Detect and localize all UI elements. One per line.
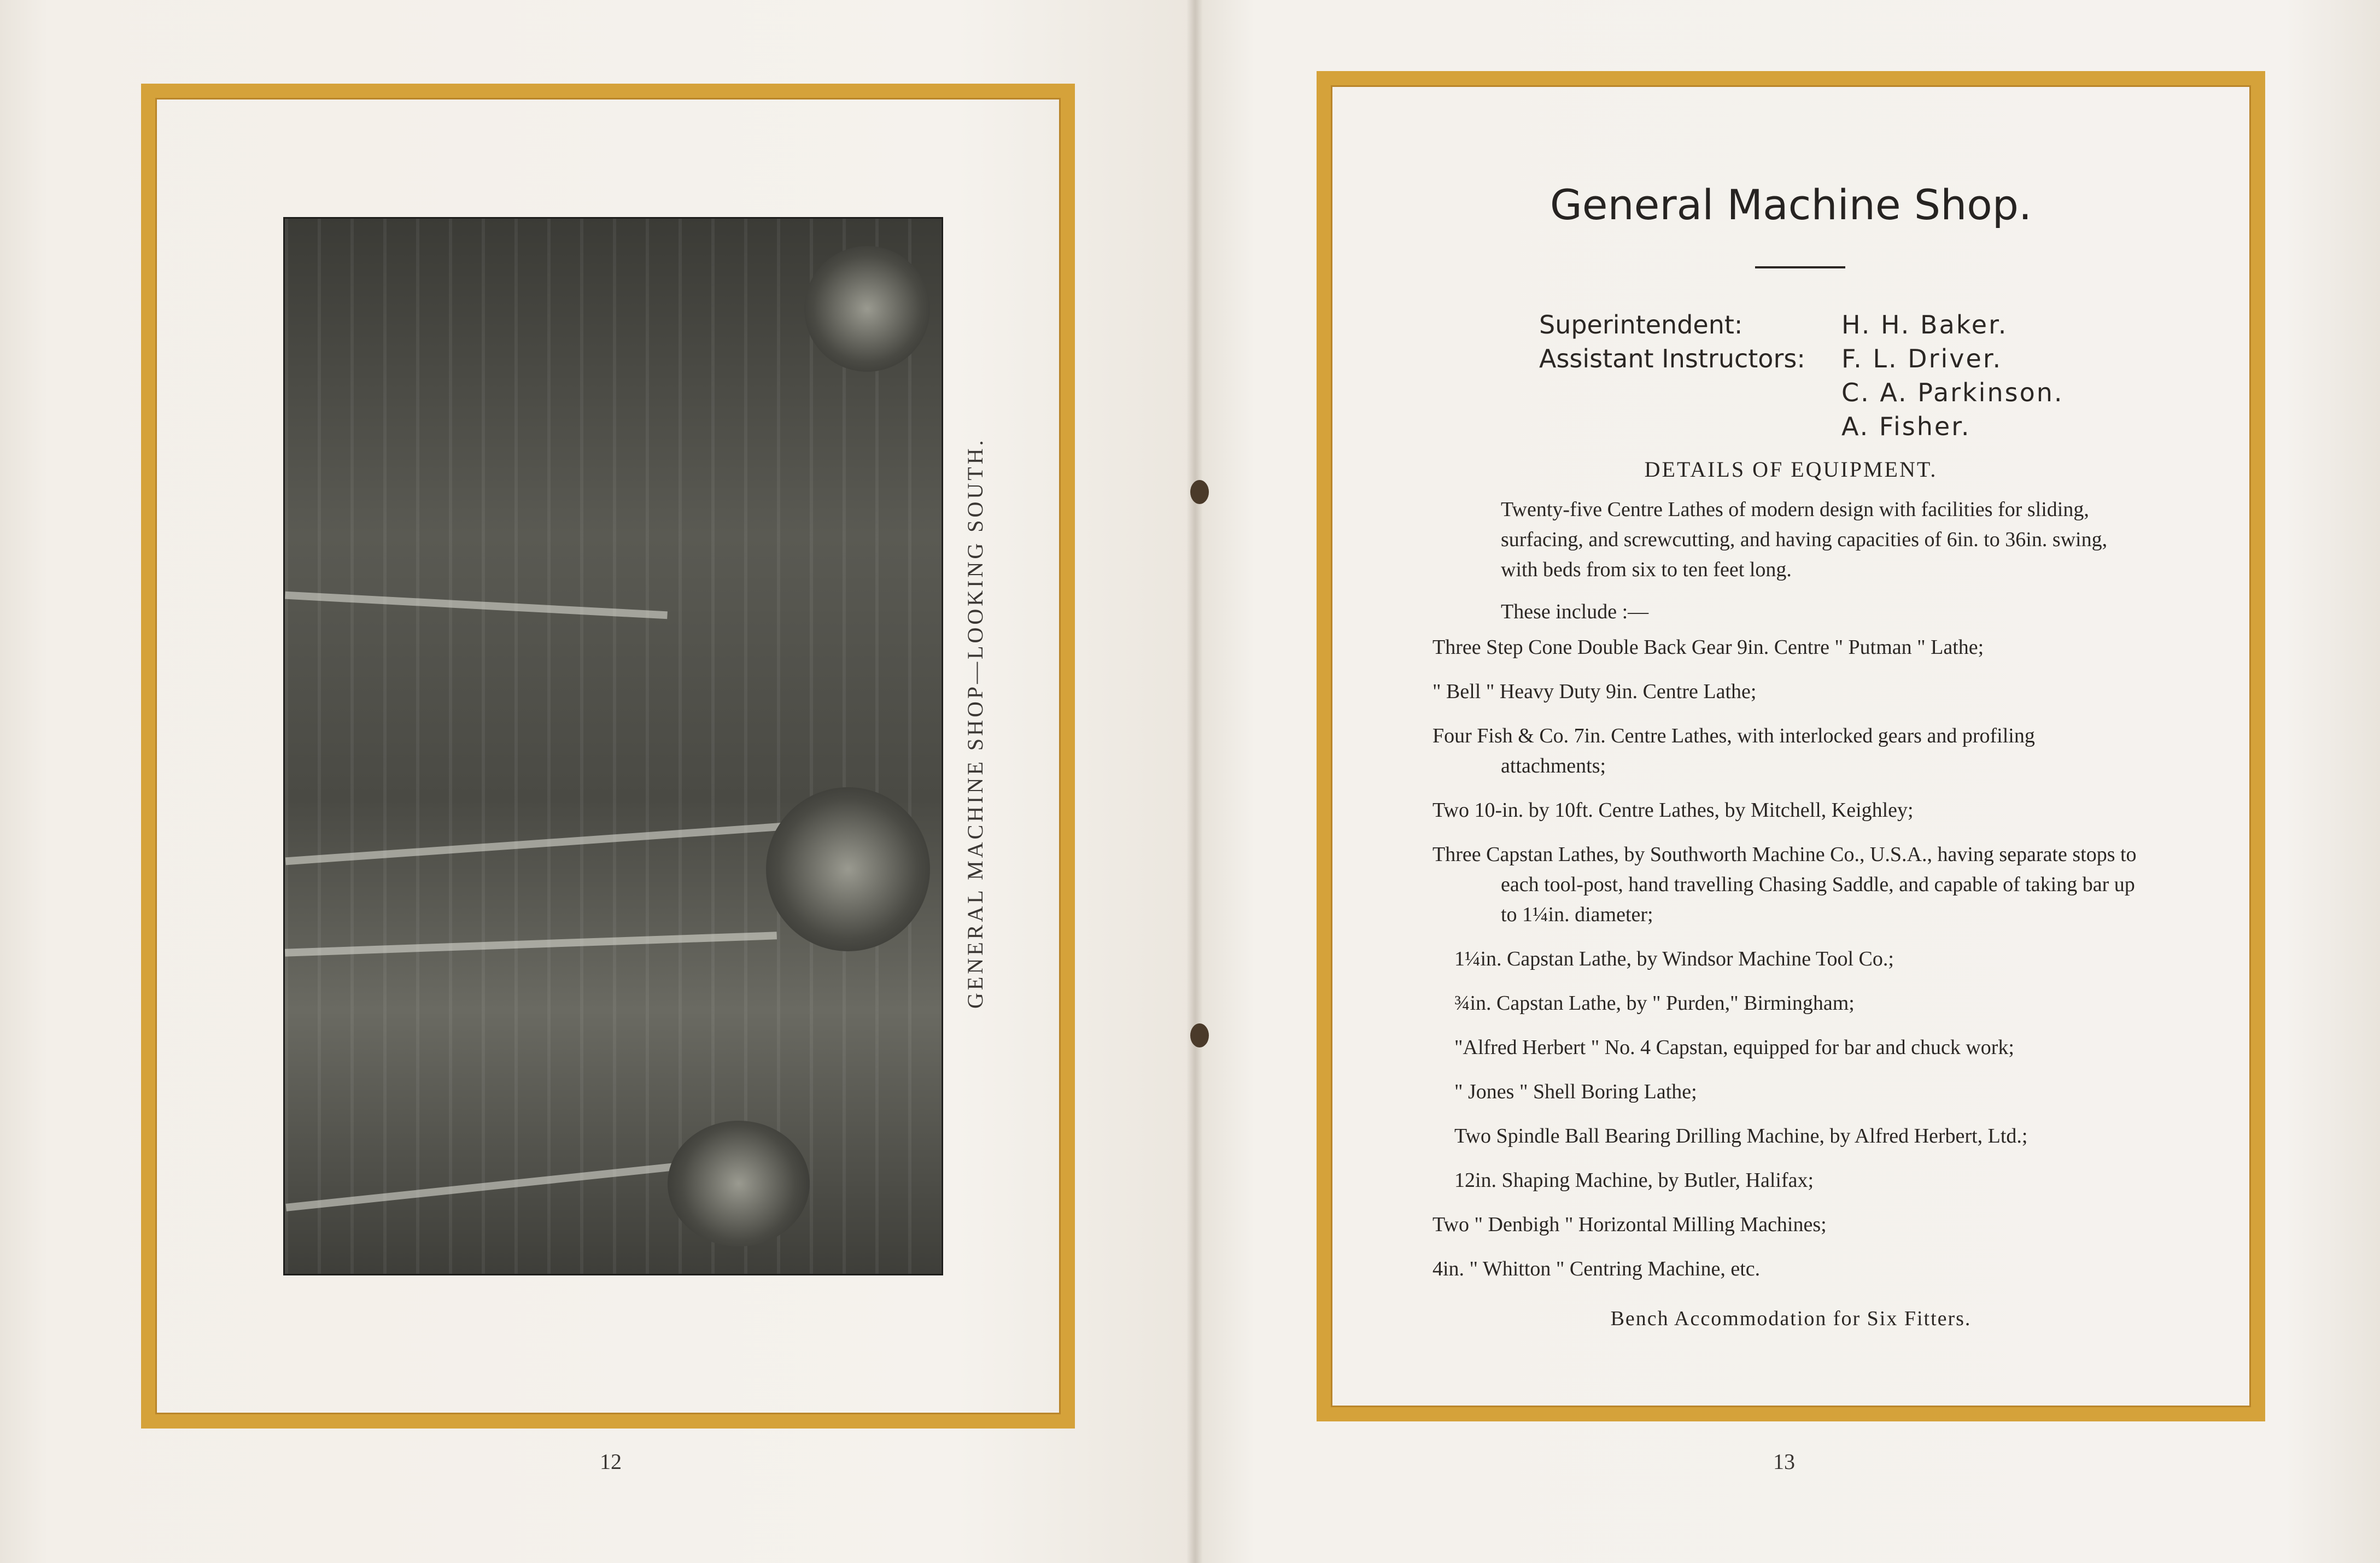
these-include-line: These include :— [1501, 600, 1649, 623]
binding-hole-upper [1190, 480, 1209, 504]
equipment-item: Three Capstan Lathes, by Southworth Machine Co., U.S.A., having separate stops to each tool-post, hand travelling Chasing Saddle, and capable of taking bar up to 1¼in. diameter; [1432, 843, 2137, 926]
equipment-item: Three Step Cone Double Back Gear 9in. Centre " Putman " Lathe; [1432, 636, 1984, 659]
equipment-item: 12in. Shaping Machine, by Butler, Halifax; [1454, 1169, 1814, 1192]
equipment-item: "Alfred Herbert " No. 4 Capstan, equipped for bar and chuck work; [1454, 1036, 2014, 1059]
equipment-item: Two " Denbigh " Horizontal Milling Machines; [1432, 1213, 1827, 1236]
equipment-item: 4in. " Whitton " Centring Machine, etc. [1432, 1257, 1761, 1280]
assistant-instructors-label: Assistant Instructors: [1539, 344, 1805, 373]
equipment-item: Two Spindle Ball Bearing Drilling Machine, by Alfred Herbert, Ltd.; [1454, 1125, 2028, 1148]
title-divider [1755, 266, 1845, 268]
assistant-name: A. Fisher. [1841, 412, 1971, 441]
equipment-item: " Jones " Shell Boring Lathe; [1454, 1080, 1697, 1103]
assistant-name: C. A. Parkinson. [1841, 378, 2064, 407]
superintendent-name: H. H. Baker. [1841, 310, 2008, 339]
equipment-item: " Bell " Heavy Duty 9in. Centre Lathe; [1432, 680, 1757, 703]
book-gutter [1186, 0, 1203, 1563]
staff-labels [1539, 308, 1805, 376]
photo-caption: GENERAL MACHINE SHOP—LOOKING SOUTH. [963, 437, 987, 1009]
page-number-right: 13 [1773, 1449, 1795, 1474]
equipment-item: 1¼in. Capstan Lathe, by Windsor Machine Tool Co.; [1454, 947, 1894, 970]
staff-names [1841, 308, 2064, 443]
closing-line: Bench Accommodation for Six Fitters. [1610, 1307, 1972, 1330]
page-title: General Machine Shop. [1549, 180, 2032, 229]
equipment-details [1432, 495, 2143, 1284]
binding-hole-lower [1190, 1023, 1209, 1047]
machine-shop-photograph [283, 217, 943, 1275]
page-number-left: 12 [600, 1449, 622, 1474]
equipment-item: Two 10-in. by 10ft. Centre Lathes, by Mitchell, Keighley; [1432, 799, 1914, 822]
intro-paragraph: Twenty-five Centre Lathes of modern design with facilities for sliding, surfacing, and screwcutting, and having capacities of 6in. to 36in. swing, with beds from six to ten feet long. [1501, 498, 2108, 581]
assistant-name: F. L. Driver. [1841, 344, 2003, 373]
section-heading: DETAILS OF EQUIPMENT. [1644, 457, 1938, 482]
superintendent-label: Superintendent: [1539, 310, 1743, 339]
equipment-item: ¾in. Capstan Lathe, by " Purden," Birmingham; [1454, 992, 1855, 1015]
equipment-item: Four Fish & Co. 7in. Centre Lathes, with interlocked gears and profiling attachments; [1432, 724, 2035, 777]
